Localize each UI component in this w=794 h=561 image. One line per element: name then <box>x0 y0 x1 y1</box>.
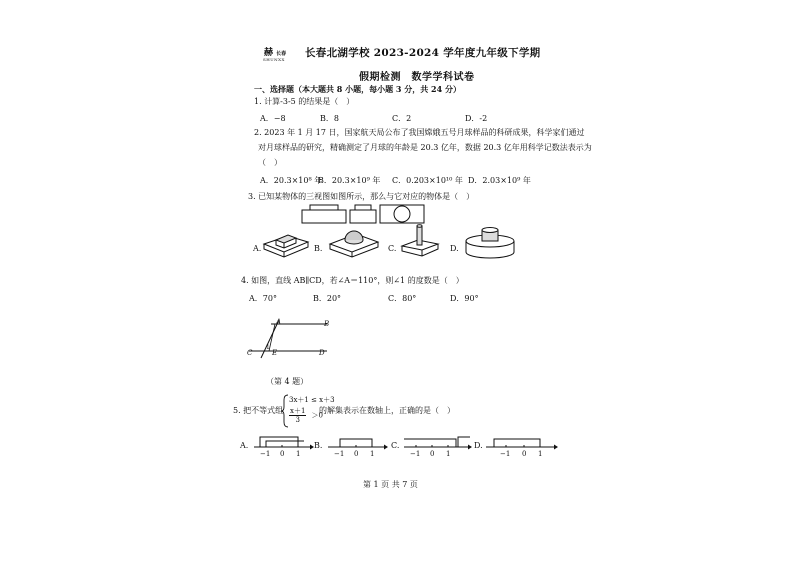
tick-d-1: 1 <box>538 450 543 458</box>
q5-suffix: 的解集表示在数轴上，正确的是（ ） <box>319 406 455 415</box>
q4-option-a[interactable]: A．70° <box>249 294 277 303</box>
q3-option-b[interactable]: B. <box>314 244 323 253</box>
tick-b-minus1: −1 <box>334 450 345 458</box>
q5-fraction-num: x＋1 <box>290 407 306 415</box>
front-view-top <box>310 205 338 210</box>
tick-c-1: 1 <box>446 450 451 458</box>
tick-a-minus1: −1 <box>260 450 271 458</box>
q2-option-a[interactable]: A．20.3×10⁸ 年 <box>260 176 323 185</box>
q2-option-b[interactable]: B．20.3×10⁹ 年 <box>318 176 381 185</box>
q1-option-c[interactable]: C．2 <box>392 114 412 123</box>
front-view-outer <box>302 210 346 223</box>
q1-option-a[interactable]: A．−8 <box>260 114 286 123</box>
q5-inequality-1: 3x＋1 ≤ x＋3 <box>289 396 335 404</box>
tick-c-minus1: −1 <box>410 450 421 458</box>
q5-option-a[interactable]: A. <box>240 441 249 450</box>
q2-line2: 对月球样品的研究，精确测定了月球的年龄是 20.3 亿年，数据 20.3 亿年用科学记数法表示为 <box>258 143 592 152</box>
q2-option-c[interactable]: C．0.203×10¹⁰ 年 <box>392 176 463 185</box>
q4-option-d[interactable]: D．90° <box>450 294 479 303</box>
q1-option-d[interactable]: D．-2 <box>465 114 488 123</box>
q3-stem: 3. 已知某物体的三视图如图所示，那么与它对应的物体是（ ） <box>248 192 475 201</box>
q5-fraction <box>289 407 306 424</box>
logo-subtext: SHUNXX <box>263 57 285 62</box>
tick-a-0: 0 <box>280 450 285 458</box>
tick-a-1: 1 <box>296 450 301 458</box>
q4-caption: （第 4 题） <box>266 377 309 386</box>
label-c: C <box>247 349 253 357</box>
label-1: 1 <box>266 344 270 351</box>
q3-option-a[interactable]: A. <box>253 244 262 253</box>
tick-d-minus1: −1 <box>500 450 511 458</box>
section-heading: 一、选择题（本大题共 8 小题，每小题 3 分，共 24 分） <box>254 84 461 94</box>
side-view-outer <box>350 210 376 223</box>
q3-figure-b <box>326 226 382 258</box>
q5-option-c[interactable]: C. <box>391 441 400 450</box>
q3-option-c[interactable]: C. <box>388 244 397 253</box>
tick-c-0: 0 <box>430 450 435 458</box>
logo-mark: 赫 <box>264 48 274 58</box>
q4-option-b[interactable]: B．20° <box>313 294 342 303</box>
q4-option-c[interactable]: C．80° <box>388 294 417 303</box>
q5-fraction-den: 3 <box>295 416 300 424</box>
q3-figure-d <box>462 224 518 260</box>
label-a: A <box>276 318 282 326</box>
label-e: E <box>272 349 278 357</box>
q5-prefix: 5. 把不等式组 <box>233 406 284 415</box>
brace-icon <box>281 394 289 428</box>
tick-b-1: 1 <box>370 450 375 458</box>
q5-inequality-2 <box>289 405 323 424</box>
q5-ineq2-rest: ＞0 <box>311 411 323 420</box>
q3-figure-a <box>262 228 312 258</box>
q5-option-d[interactable]: D. <box>474 441 483 450</box>
logo-text: 长春 <box>276 51 287 57</box>
top-view-outer <box>380 205 424 223</box>
top-view-circle <box>394 206 410 222</box>
tick-d-0: 0 <box>522 450 527 458</box>
number-line-d <box>484 432 558 454</box>
exam-title-line1: 长春北湖学校 2023-2024 学年度九年级下学期 <box>305 47 541 59</box>
side-view-top <box>355 205 371 210</box>
label-b: B <box>324 320 330 328</box>
q1-stem: 1. 计算-3-5 的结果是（ ） <box>254 97 355 106</box>
q3-figure-c <box>398 222 442 258</box>
q2-option-d[interactable]: D．2.03×10⁹ 年 <box>468 176 531 185</box>
segment-ae <box>269 324 275 351</box>
q5-option-b[interactable]: B. <box>314 441 323 450</box>
q2-line3: （ ） <box>258 158 282 167</box>
tick-b-0: 0 <box>354 450 359 458</box>
q1-option-b[interactable]: B．8 <box>320 114 339 123</box>
page-number: 第 1 页 共 7 页 <box>363 480 418 489</box>
q4-stem: 4. 如图，直线 AB∥CD，若∠A＝110°，则∠1 的度数是（ ） <box>241 276 464 285</box>
q2-line1: 2. 2023 年 1 月 17 日，国家航天局公布了我国嫦娥五号月球样品的科研成果，科学家们通过 <box>254 128 585 137</box>
exam-title-line2: 假期检测 数学学科试卷 <box>359 72 475 83</box>
label-d: D <box>319 349 325 357</box>
q3-option-d[interactable]: D. <box>450 244 459 253</box>
